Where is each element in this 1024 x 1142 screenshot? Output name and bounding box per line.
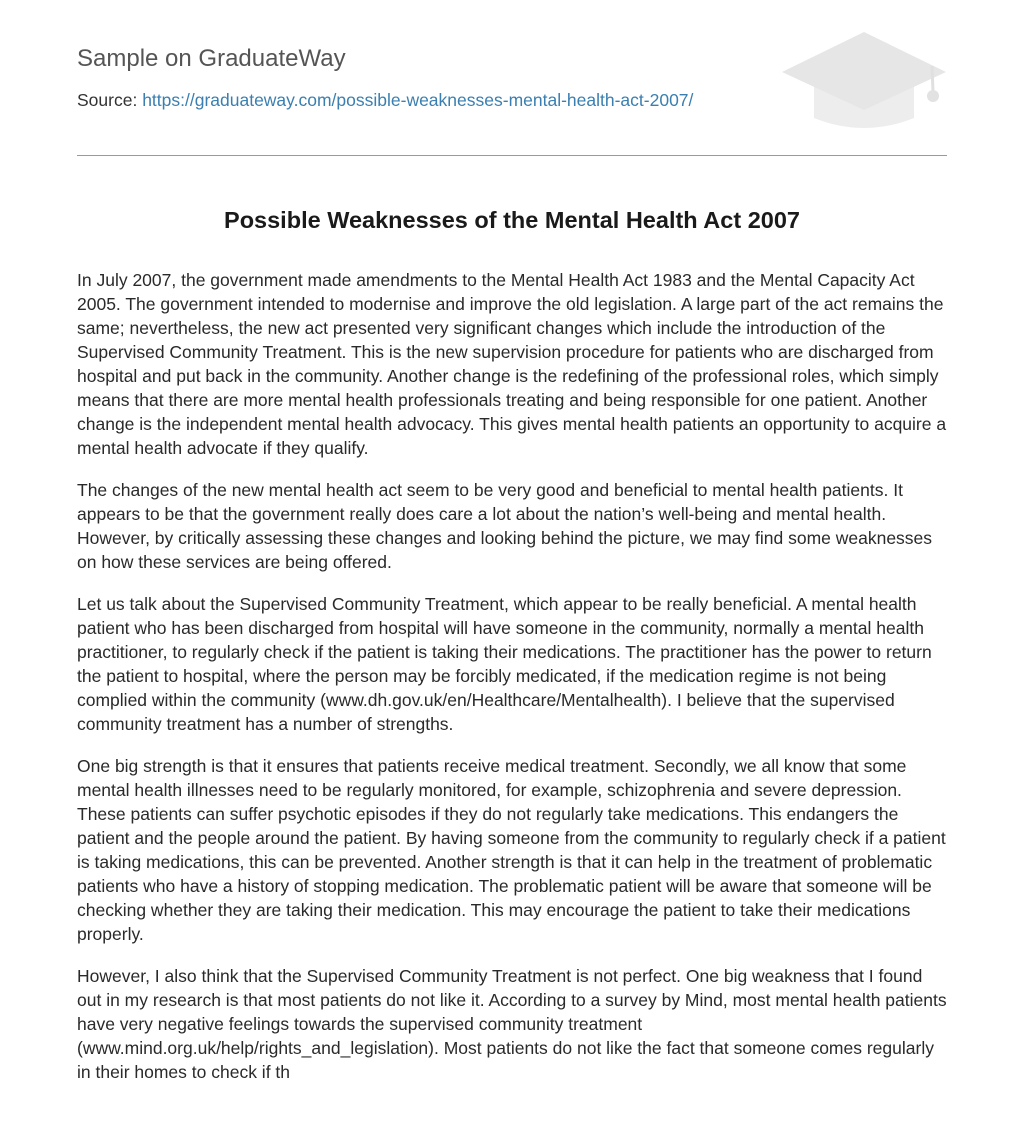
essay-paragraph: The changes of the new mental health act seem to be very good and beneficial to mental health patients. It appears to be that the government really does care a lot about the nation’s well-being and mental health. However, by critically assessing these changes and looking behind the picture, we may find some weaknesses on how these services are being offered. xyxy=(77,480,933,572)
essay-body xyxy=(77,268,949,1102)
source-link[interactable]: https://graduateway.com/possible-weaknesses-mental-health-act-2007/ xyxy=(142,90,694,110)
site-name: Sample on GraduateWay xyxy=(77,45,346,72)
graduation-cap-icon xyxy=(780,30,948,134)
header-divider xyxy=(77,155,947,156)
essay-paragraph: However, I also think that the Supervised Community Treatment is not perfect. One big weakness that I found out in my research is that most patients do not like it. According to a survey by Mind, most mental health patients have very negative feelings towards the supervised community treatment (www.mind.org.uk/help/rights_and_legislation). Most patients do not like the fact that someone comes regularly in their homes to check if th xyxy=(77,966,947,1082)
essay-paragraph: One big strength is that it ensures that patients receive medical treatment. Secondly, we all know that some mental health illnesses need to be regularly monitored, for example, schizophrenia and severe depression. These patients can suffer psychotic episodes if they do not regularly take medications. This endangers the patient and the people around the patient. By having someone from the community to regularly check if a patient is taking medications, this can be prevented. Another strength is that it can help in the treatment of problematic patients who have a history of stopping medication. The problematic patient will be aware that someone will be checking whether they are taking their medication. This may encourage the patient to take their medications properly. xyxy=(77,756,946,944)
source-line xyxy=(77,89,693,111)
essay-paragraph: In July 2007, the government made amendments to the Mental Health Act 1983 and the Mental Capacity Act 2005. The government intended to modernise and improve the old legislation. A large part of the act remains the same; nevertheless, the new act presented very significant changes which include the introduction of the Supervised Community Treatment. This is the new supervision procedure for patients who are discharged from hospital and put back in the community. Another change is the redefining of the professional roles, which simply means that there are more mental health professionals treating and being responsible for one patient. Another change is the independent mental health advocacy. This gives mental health patients an opportunity to acquire a mental health advocate if they qualify. xyxy=(77,270,947,458)
source-label: Source: xyxy=(77,90,138,110)
essay-paragraph: Let us talk about the Supervised Community Treatment, which appear to be really beneficial. A mental health patient who has been discharged from hospital will have someone in the community, normally a mental health practitioner, to regularly check if the patient is taking their medications. The practitioner has the power to return the patient to hospital, where the person may be forcibly medicated, if the medication regime is not being complied within the community (www.dh.gov.uk/en/Healthcare/Mentalhealth). I believe that the supervised community treatment has a number of strengths. xyxy=(77,594,932,734)
essay-title: Possible Weaknesses of the Mental Health Act 2007 xyxy=(224,207,800,233)
